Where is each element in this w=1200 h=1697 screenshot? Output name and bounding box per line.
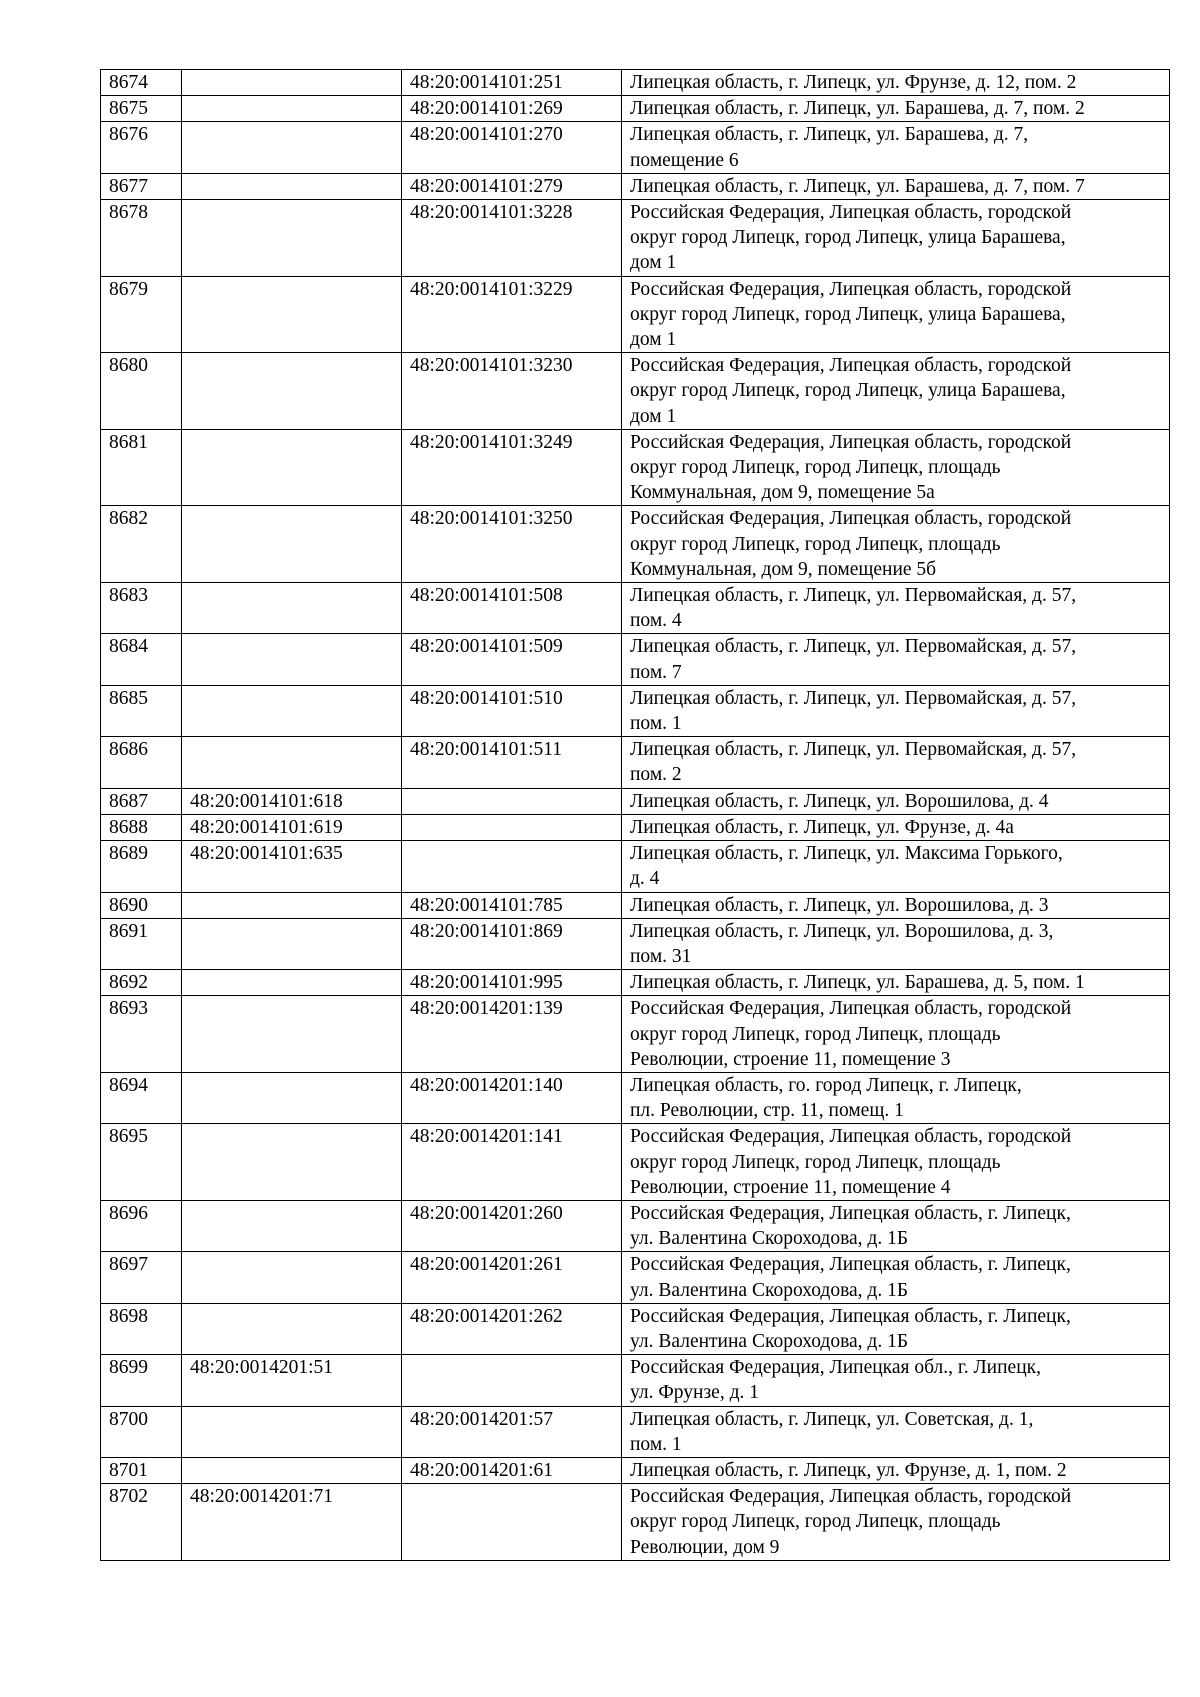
row-number-cell: 8699: [101, 1355, 182, 1406]
table-row: [101, 122, 1170, 173]
cadastral-number-cell: [182, 1252, 402, 1303]
table-row: [101, 634, 1170, 685]
table-row: [101, 841, 1170, 892]
row-number-cell: 8674: [101, 70, 182, 96]
row-number-cell: 8700: [101, 1406, 182, 1457]
cadastral-number-cell: [182, 1072, 402, 1123]
row-number-cell: 8677: [101, 173, 182, 199]
table-row: [101, 1200, 1170, 1251]
table-row: [101, 1355, 1170, 1406]
row-number-cell: 8701: [101, 1457, 182, 1483]
room-cadastral-number-cell: 48:20:0014101:511: [402, 737, 622, 788]
row-number-cell: 8688: [101, 814, 182, 840]
address-cell: Российская Федерация, Липецкая область, городской округ город Липецк, город Липецк, площадь Коммунальная, дом 9, помещение 5б: [622, 506, 1170, 583]
row-number-cell: 8696: [101, 1200, 182, 1251]
row-number-cell: 8682: [101, 506, 182, 583]
table-row: [101, 173, 1170, 199]
row-number-cell: 8683: [101, 583, 182, 634]
address-cell: Российская Федерация, Липецкая обл., г. Липецк, ул. Фрунзе, д. 1: [622, 1355, 1170, 1406]
row-number-cell: 8675: [101, 96, 182, 122]
room-cadastral-number-cell: 48:20:0014201:141: [402, 1124, 622, 1201]
table-row: [101, 737, 1170, 788]
address-cell: Липецкая область, г. Липецк, ул. Барашева, д. 7, пом. 7: [622, 173, 1170, 199]
cadastral-number-cell: 48:20:0014201:71: [182, 1484, 402, 1561]
room-cadastral-number-cell: 48:20:0014101:510: [402, 685, 622, 736]
table-row: [101, 1406, 1170, 1457]
room-cadastral-number-cell: 48:20:0014101:869: [402, 918, 622, 969]
table-row: [101, 918, 1170, 969]
room-cadastral-number-cell: 48:20:0014101:3249: [402, 429, 622, 506]
row-number-cell: 8697: [101, 1252, 182, 1303]
row-number-cell: 8686: [101, 737, 182, 788]
row-number-cell: 8687: [101, 788, 182, 814]
cadastral-number-cell: [182, 122, 402, 173]
property-table: [100, 69, 1170, 1561]
address-cell: Липецкая область, г. Липецк, ул. Ворошилова, д. 3: [622, 892, 1170, 918]
cadastral-number-cell: [182, 429, 402, 506]
cadastral-number-cell: 48:20:0014101:618: [182, 788, 402, 814]
table-row: [101, 685, 1170, 736]
table-row: [101, 200, 1170, 277]
room-cadastral-number-cell: 48:20:0014101:3228: [402, 200, 622, 277]
room-cadastral-number-cell: 48:20:0014101:270: [402, 122, 622, 173]
address-cell: Липецкая область, г. Липецк, ул. Барашева, д. 7, пом. 2: [622, 96, 1170, 122]
row-number-cell: 8698: [101, 1303, 182, 1354]
room-cadastral-number-cell: 48:20:0014201:139: [402, 996, 622, 1073]
address-cell: Липецкая область, г. Липецк, ул. Ворошилова, д. 4: [622, 788, 1170, 814]
address-cell: Липецкая область, г. Липецк, ул. Барашева, д. 5, пом. 1: [622, 970, 1170, 996]
room-cadastral-number-cell: 48:20:0014101:508: [402, 583, 622, 634]
room-cadastral-number-cell: 48:20:0014101:995: [402, 970, 622, 996]
cadastral-number-cell: 48:20:0014201:51: [182, 1355, 402, 1406]
row-number-cell: 8681: [101, 429, 182, 506]
cadastral-number-cell: [182, 70, 402, 96]
table-row: [101, 788, 1170, 814]
table-row: [101, 814, 1170, 840]
row-number-cell: 8692: [101, 970, 182, 996]
table-row: [101, 506, 1170, 583]
cadastral-number-cell: 48:20:0014101:619: [182, 814, 402, 840]
row-number-cell: 8679: [101, 276, 182, 353]
cadastral-number-cell: [182, 1303, 402, 1354]
table-row: [101, 1484, 1170, 1561]
row-number-cell: 8691: [101, 918, 182, 969]
room-cadastral-number-cell: 48:20:0014201:262: [402, 1303, 622, 1354]
address-cell: Липецкая область, г. Липецк, ул. Первомайская, д. 57, пом. 2: [622, 737, 1170, 788]
room-cadastral-number-cell: 48:20:0014101:3250: [402, 506, 622, 583]
address-cell: Липецкая область, г. Липецк, ул. Первомайская, д. 57, пом. 4: [622, 583, 1170, 634]
room-cadastral-number-cell: [402, 1484, 622, 1561]
room-cadastral-number-cell: [402, 841, 622, 892]
address-cell: Липецкая область, г. Липецк, ул. Максима Горького, д. 4: [622, 841, 1170, 892]
cadastral-number-cell: [182, 1124, 402, 1201]
table-row: [101, 1252, 1170, 1303]
address-cell: Липецкая область, г. Липецк, ул. Ворошилова, д. 3, пом. 31: [622, 918, 1170, 969]
address-cell: Российская Федерация, Липецкая область, городской округ город Липецк, город Липецк, площадь Революции, строение 11, помещение 4: [622, 1124, 1170, 1201]
cadastral-number-cell: [182, 1457, 402, 1483]
address-cell: Российская Федерация, Липецкая область, городской округ город Липецк, город Липецк, улица Барашева, дом 1: [622, 276, 1170, 353]
room-cadastral-number-cell: 48:20:0014201:260: [402, 1200, 622, 1251]
cadastral-number-cell: [182, 918, 402, 969]
address-cell: Российская Федерация, Липецкая область, г. Липецк, ул. Валентина Скороходова, д. 1Б: [622, 1303, 1170, 1354]
cadastral-number-cell: [182, 892, 402, 918]
room-cadastral-number-cell: [402, 1355, 622, 1406]
address-cell: Липецкая область, г. Липецк, ул. Барашева, д. 7, помещение 6: [622, 122, 1170, 173]
cadastral-number-cell: [182, 1200, 402, 1251]
room-cadastral-number-cell: 48:20:0014101:279: [402, 173, 622, 199]
table-row: [101, 353, 1170, 430]
table-row: [101, 276, 1170, 353]
row-number-cell: 8702: [101, 1484, 182, 1561]
table-body: [101, 70, 1170, 1561]
cadastral-number-cell: [182, 353, 402, 430]
row-number-cell: 8690: [101, 892, 182, 918]
cadastral-number-cell: [182, 685, 402, 736]
table-row: [101, 1072, 1170, 1123]
room-cadastral-number-cell: [402, 788, 622, 814]
address-cell: Липецкая область, г. Липецк, ул. Первомайская, д. 57, пом. 1: [622, 685, 1170, 736]
room-cadastral-number-cell: [402, 814, 622, 840]
address-cell: Липецкая область, г. Липецк, ул. Фрунзе, д. 4а: [622, 814, 1170, 840]
cadastral-number-cell: [182, 1406, 402, 1457]
address-cell: Российская Федерация, Липецкая область, г. Липецк, ул. Валентина Скороходова, д. 1Б: [622, 1252, 1170, 1303]
cadastral-number-cell: [182, 96, 402, 122]
cadastral-number-cell: [182, 634, 402, 685]
row-number-cell: 8684: [101, 634, 182, 685]
table-row: [101, 892, 1170, 918]
cadastral-number-cell: [182, 737, 402, 788]
row-number-cell: 8685: [101, 685, 182, 736]
table-row: [101, 70, 1170, 96]
room-cadastral-number-cell: 48:20:0014101:509: [402, 634, 622, 685]
row-number-cell: 8695: [101, 1124, 182, 1201]
room-cadastral-number-cell: 48:20:0014201:57: [402, 1406, 622, 1457]
address-cell: Российская Федерация, Липецкая область, городской округ город Липецк, город Липецк, площадь Коммунальная, дом 9, помещение 5а: [622, 429, 1170, 506]
row-number-cell: 8693: [101, 996, 182, 1073]
room-cadastral-number-cell: 48:20:0014101:269: [402, 96, 622, 122]
row-number-cell: 8676: [101, 122, 182, 173]
table-row: [101, 1457, 1170, 1483]
row-number-cell: 8678: [101, 200, 182, 277]
table-row: [101, 96, 1170, 122]
table-row: [101, 1303, 1170, 1354]
address-cell: Липецкая область, г. Липецк, ул. Первомайская, д. 57, пом. 7: [622, 634, 1170, 685]
address-cell: Российская Федерация, Липецкая область, городской округ город Липецк, город Липецк, площадь Революции, строение 11, помещение 3: [622, 996, 1170, 1073]
room-cadastral-number-cell: 48:20:0014201:61: [402, 1457, 622, 1483]
cadastral-number-cell: [182, 970, 402, 996]
cadastral-number-cell: [182, 506, 402, 583]
address-cell: Российская Федерация, Липецкая область, городской округ город Липецк, город Липецк, улица Барашева, дом 1: [622, 200, 1170, 277]
address-cell: Липецкая область, г. Липецк, ул. Фрунзе, д. 12, пом. 2: [622, 70, 1170, 96]
row-number-cell: 8680: [101, 353, 182, 430]
table-row: [101, 996, 1170, 1073]
address-cell: Липецкая область, г. Липецк, ул. Советская, д. 1, пом. 1: [622, 1406, 1170, 1457]
table-row: [101, 429, 1170, 506]
cadastral-number-cell: [182, 200, 402, 277]
cadastral-number-cell: [182, 996, 402, 1073]
row-number-cell: 8694: [101, 1072, 182, 1123]
address-cell: Липецкая область, го. город Липецк, г. Липецк, пл. Революции, стр. 11, помещ. 1: [622, 1072, 1170, 1123]
table-row: [101, 583, 1170, 634]
room-cadastral-number-cell: 48:20:0014101:3230: [402, 353, 622, 430]
cadastral-number-cell: [182, 276, 402, 353]
room-cadastral-number-cell: 48:20:0014101:251: [402, 70, 622, 96]
row-number-cell: 8689: [101, 841, 182, 892]
address-cell: Российская Федерация, Липецкая область, городской округ город Липецк, город Липецк, улица Барашева, дом 1: [622, 353, 1170, 430]
room-cadastral-number-cell: 48:20:0014201:261: [402, 1252, 622, 1303]
table-row: [101, 970, 1170, 996]
room-cadastral-number-cell: 48:20:0014101:785: [402, 892, 622, 918]
room-cadastral-number-cell: 48:20:0014101:3229: [402, 276, 622, 353]
cadastral-number-cell: [182, 173, 402, 199]
table-row: [101, 1124, 1170, 1201]
cadastral-number-cell: [182, 583, 402, 634]
address-cell: Липецкая область, г. Липецк, ул. Фрунзе, д. 1, пом. 2: [622, 1457, 1170, 1483]
room-cadastral-number-cell: 48:20:0014201:140: [402, 1072, 622, 1123]
address-cell: Российская Федерация, Липецкая область, г. Липецк, ул. Валентина Скороходова, д. 1Б: [622, 1200, 1170, 1251]
cadastral-number-cell: 48:20:0014101:635: [182, 841, 402, 892]
address-cell: Российская Федерация, Липецкая область, городской округ город Липецк, город Липецк, площадь Революции, дом 9: [622, 1484, 1170, 1561]
